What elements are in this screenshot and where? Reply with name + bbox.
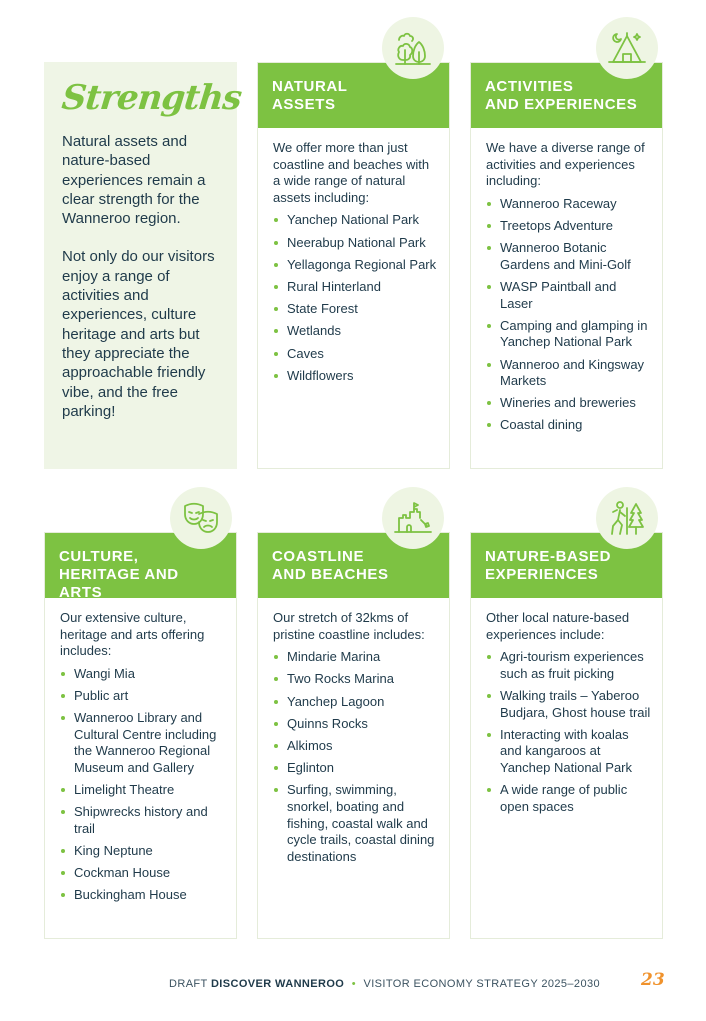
strengths-title: Strengths (59, 78, 243, 118)
list-item: Eglinton (273, 760, 439, 777)
list-item: Wineries and breweries (486, 395, 652, 412)
card-activities (470, 62, 663, 469)
list-item: Treetops Adventure (486, 218, 652, 235)
list-item: Two Rocks Marina (273, 671, 439, 688)
list-item: Caves (273, 346, 439, 363)
card-intro: We offer more than just coastline and beaches with a wide range of natural assets including: (273, 140, 430, 205)
list-item: Mindarie Marina (273, 649, 439, 666)
card-heading-line-1: ACTIVITIES (485, 78, 574, 95)
theatre-masks-icon (170, 487, 232, 549)
list-item: Yellagonga Regional Park (273, 257, 439, 274)
list-item: Wetlands (273, 323, 439, 340)
list-item: Yanchep Lagoon (273, 694, 439, 711)
list-item: Yanchep National Park (273, 212, 439, 229)
list-item: A wide range of public open spaces (486, 782, 652, 815)
list-item: Rural Hinterland (273, 279, 439, 296)
card-heading-line-2: HERITAGE AND ARTS (59, 566, 179, 601)
list-item: Wangi Mia (60, 666, 226, 683)
list-item: King Neptune (60, 843, 226, 860)
card-culture (44, 532, 237, 939)
strengths-paragraph-1: Natural assets and nature-based experiences remain a clear strength for the Wanneroo region. (62, 133, 206, 228)
list-item: Walking trails – Yaberoo Budjara, Ghost house trail (486, 688, 652, 721)
list-item: Alkimos (273, 738, 439, 755)
list-item: Surfing, swimming, snorkel, boating and fishing, coastal walk and cycle trails, coastal dining destinations (273, 782, 439, 865)
list-item: Wanneroo Raceway (486, 196, 652, 213)
page-number: 23 (641, 970, 665, 990)
card-intro: We have a diverse range of activities and experiences including: (486, 140, 645, 189)
card-body (258, 598, 449, 865)
list-item: Quinns Rocks (273, 716, 439, 733)
card-heading-line-2: AND EXPERIENCES (485, 96, 638, 113)
card-heading-line-1: NATURAL (272, 78, 348, 95)
card-list (486, 196, 652, 434)
card-list (486, 649, 652, 815)
footer-strategy: VISITOR ECONOMY STRATEGY 2025–2030 (363, 978, 600, 990)
card-heading-line-1: NATURE-BASED (485, 548, 612, 565)
list-item: Cockman House (60, 865, 226, 882)
card-intro: Our stretch of 32kms of pristine coastline includes: (273, 610, 425, 642)
list-item: Shipwrecks history and trail (60, 804, 226, 837)
trees-icon (382, 17, 444, 79)
card-coastline (257, 532, 450, 939)
sandcastle-icon (382, 487, 444, 549)
card-nature-based (470, 532, 663, 939)
list-item: Agri-tourism experiences such as fruit picking (486, 649, 652, 682)
card-body (471, 128, 662, 434)
card-heading-line-2: AND BEACHES (272, 566, 389, 583)
card-heading-line-2: EXPERIENCES (485, 566, 599, 583)
card-body (45, 598, 236, 904)
list-item: Wanneroo Library and Cultural Centre including the Wanneroo Regional Museum and Gallery (60, 710, 226, 776)
list-item: Wanneroo Botanic Gardens and Mini-Golf (486, 240, 652, 273)
card-body (258, 128, 449, 384)
list-item: Limelight Theatre (60, 782, 226, 799)
footer-separator: • (351, 978, 356, 990)
card-intro: Our extensive culture, heritage and arts offering includes: (60, 610, 205, 659)
list-item: Public art (60, 688, 226, 705)
card-heading-line-1: COASTLINE (272, 548, 365, 565)
card-body (471, 598, 662, 815)
card-heading-line-1: CULTURE, (59, 548, 139, 565)
strengths-panel (44, 62, 243, 469)
card-natural-assets (257, 62, 450, 469)
card-list (273, 649, 439, 865)
footer (0, 978, 600, 990)
hiker-icon (596, 487, 658, 549)
list-item: Wanneroo and Kingsway Markets (486, 357, 652, 390)
list-item: Buckingham House (60, 887, 226, 904)
card-heading-line-2: ASSETS (272, 96, 336, 113)
list-item: Wildflowers (273, 368, 439, 385)
footer-prefix: DRAFT (169, 978, 208, 990)
list-item: Camping and glamping in Yanchep National Park (486, 318, 652, 351)
list-item: Interacting with koalas and kangaroos at Yanchep National Park (486, 727, 652, 777)
card-list (273, 212, 439, 384)
list-item: Neerabup National Park (273, 235, 439, 252)
card-intro: Other local nature-based experiences include: (486, 610, 630, 642)
tent-icon (596, 17, 658, 79)
footer-brand: DISCOVER WANNEROO (210, 978, 345, 990)
list-item: State Forest (273, 301, 439, 318)
strengths-paragraph-2: Not only do our visitors enjoy a range of activities and experiences, culture heritage and arts but they appreciate the approachable friendly vibe, and the free parking! (62, 248, 215, 420)
card-list (60, 666, 226, 904)
list-item: WASP Paintball and Laser (486, 279, 652, 312)
list-item: Coastal dining (486, 417, 652, 434)
